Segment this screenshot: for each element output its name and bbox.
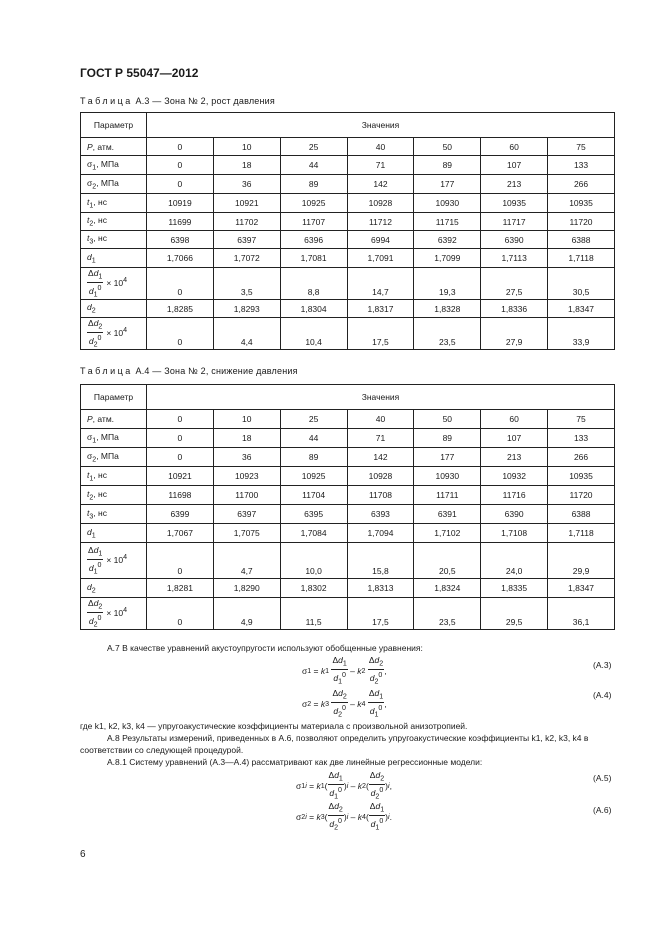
row-label-pressure: P, атм. xyxy=(81,410,147,429)
table-a3-caption-text: A.3 — Зона № 2, рост давления xyxy=(135,96,275,106)
table-cell: 213 xyxy=(481,448,548,467)
table-cell: 11711 xyxy=(414,486,481,505)
table-cell: 24,0 xyxy=(481,543,548,579)
row-label-sigma1: $\sigma_1$, МПа xyxy=(81,156,147,175)
table-cell: 11698 xyxy=(147,486,214,505)
table-row xyxy=(81,429,615,448)
table-a3-caption-word: Таблица xyxy=(80,96,133,106)
table-cell: 89 xyxy=(280,175,347,194)
table-cell: 10928 xyxy=(347,467,414,486)
equation-a3: σ 1 = k 1 $\frac{\Delta d_1}{d_1^0}$ – k 2 $\frac{\Delta d_2}{d_2^0}$ , xyxy=(302,655,387,686)
equation-number-a5: (А.5) xyxy=(593,773,612,783)
table-cell: 1,8281 xyxy=(147,579,214,598)
table-row xyxy=(81,213,615,231)
table-cell: 17,5 xyxy=(347,318,414,350)
table-row xyxy=(81,194,615,213)
table-row xyxy=(81,505,615,524)
table-cell: 11712 xyxy=(347,213,414,231)
table-cell: 14,7 xyxy=(347,268,414,300)
table-row xyxy=(81,300,615,318)
paragraph-a8-1: А.8.1 Систему уравнений (А.3—А.4) рассматривают как две линейные регрессионные модели: xyxy=(107,757,483,767)
table-cell: 29,5 xyxy=(481,598,548,630)
equation-a4: σ 2 = k 3 $\frac{\Delta d_2}{d_2^0}$ – k 4 $\frac{\Delta d_1}{d_1^0}$ , xyxy=(302,688,387,719)
paragraph-a7: А.7 В качестве уравнений акустоупругости используют обобщенные уравнения: xyxy=(107,643,423,653)
paragraph-a8: А.8 Результаты измерений, приведенных в А.6, позволяют определить упругоакустические коэффициенты k1, k2, k3, k4 в соответствии со следующей процедурой. xyxy=(80,733,589,755)
table-cell: 11715 xyxy=(414,213,481,231)
table-cell: 1,7113 xyxy=(481,249,548,268)
table-a3 xyxy=(80,112,615,350)
row-label-t1: $t_1$, нс xyxy=(81,467,147,486)
table-cell: 11,5 xyxy=(280,598,347,630)
table-cell: 0 xyxy=(147,448,214,467)
table-cell: 10921 xyxy=(213,194,280,213)
table-cell: 1,7081 xyxy=(280,249,347,268)
table-cell: 1,8290 xyxy=(213,579,280,598)
table-row xyxy=(81,138,615,156)
table-cell: 1,8285 xyxy=(147,300,214,318)
table-cell: 6397 xyxy=(213,505,280,524)
table-cell: 33,9 xyxy=(548,318,615,350)
row-label-t3: $t_3$, нс xyxy=(81,505,147,524)
equation-number-a6: (А.6) xyxy=(593,805,612,815)
table-cell: 10 xyxy=(213,410,280,429)
table-cell: 6391 xyxy=(414,505,481,524)
table-cell: 40 xyxy=(347,410,414,429)
table-cell: 0 xyxy=(147,156,214,175)
table-cell: 4,4 xyxy=(213,318,280,350)
table-cell: 4,7 xyxy=(213,543,280,579)
table-cell: 10935 xyxy=(481,194,548,213)
table-cell: 1,8304 xyxy=(280,300,347,318)
table-cell: 60 xyxy=(481,138,548,156)
table-cell: 1,8324 xyxy=(414,579,481,598)
table-cell: 50 xyxy=(414,410,481,429)
row-label-delta-d1-ratio: $\frac{\Delta d_1}{d_1^0}$ × $10^4$ xyxy=(81,268,147,300)
table-a4-caption xyxy=(80,366,298,376)
table-cell: 10919 xyxy=(147,194,214,213)
table-cell: 6393 xyxy=(347,505,414,524)
row-label-d2: $d_2$ xyxy=(81,579,147,598)
table-cell: 107 xyxy=(481,156,548,175)
table-row xyxy=(81,268,615,300)
table-row xyxy=(81,543,615,579)
table-cell: 6390 xyxy=(481,505,548,524)
table-cell: 266 xyxy=(548,448,615,467)
table-cell: 40 xyxy=(347,138,414,156)
row-label-sigma2: $\sigma_2$, МПа xyxy=(81,448,147,467)
equation-number-a4: (А.4) xyxy=(593,690,612,700)
table-cell: 1,8317 xyxy=(347,300,414,318)
table-cell: 75 xyxy=(548,410,615,429)
table-cell: 1,8336 xyxy=(481,300,548,318)
table-cell: 10935 xyxy=(548,194,615,213)
table-a4-caption-text: A.4 — Зона № 2, снижение давления xyxy=(135,366,298,376)
table-cell: 18 xyxy=(213,429,280,448)
table-cell: 6388 xyxy=(548,505,615,524)
table-cell: 10,0 xyxy=(280,543,347,579)
row-label-delta-d2-ratio: $\frac{\Delta d_2}{d_2^0}$ × $10^4$ xyxy=(81,318,147,350)
table-cell: 266 xyxy=(548,175,615,194)
document-code: ГОСТ Р 55047—2012 xyxy=(80,66,199,80)
table-cell: 10923 xyxy=(213,467,280,486)
table-row xyxy=(81,467,615,486)
table-row xyxy=(81,156,615,175)
table-cell: 71 xyxy=(347,429,414,448)
table-cell: 1,7102 xyxy=(414,524,481,543)
table-a3-caption xyxy=(80,96,275,106)
table-cell: 75 xyxy=(548,138,615,156)
table-cell: 1,7108 xyxy=(481,524,548,543)
table-cell: 10930 xyxy=(414,194,481,213)
table-cell: 142 xyxy=(347,448,414,467)
table-cell: 0 xyxy=(147,175,214,194)
table-cell: 0 xyxy=(147,598,214,630)
table-cell: 1,8347 xyxy=(548,300,615,318)
row-label-t2: $t_2$, нс xyxy=(81,486,147,505)
table-cell: 6398 xyxy=(147,231,214,249)
row-label-t2: $t_2$, нс xyxy=(81,213,147,231)
row-label-d1: $d_1$ xyxy=(81,249,147,268)
table-a4-caption-word: Таблица xyxy=(80,366,133,376)
table-cell: 60 xyxy=(481,410,548,429)
table-cell: 89 xyxy=(414,429,481,448)
row-label-sigma1: $\sigma_1$, МПа xyxy=(81,429,147,448)
table-row xyxy=(81,579,615,598)
row-label-d1: $d_1$ xyxy=(81,524,147,543)
table-cell: 1,7072 xyxy=(213,249,280,268)
table-cell: 17,5 xyxy=(347,598,414,630)
table-cell: 11699 xyxy=(147,213,214,231)
table-cell: 1,7118 xyxy=(548,249,615,268)
table-cell: 1,7091 xyxy=(347,249,414,268)
table-cell: 11716 xyxy=(481,486,548,505)
table-cell: 10,4 xyxy=(280,318,347,350)
table-cell: 11707 xyxy=(280,213,347,231)
paragraph-coefficients: где k1, k2, k3, k4 — упругоакустические коэффициенты материала с произвольной анизотропией. xyxy=(80,721,468,731)
table-cell: 1,8313 xyxy=(347,579,414,598)
table-cell: 1,8347 xyxy=(548,579,615,598)
table-cell: 89 xyxy=(280,448,347,467)
table-cell: 6388 xyxy=(548,231,615,249)
table-cell: 11704 xyxy=(280,486,347,505)
table-cell: 15,8 xyxy=(347,543,414,579)
table-cell: 50 xyxy=(414,138,481,156)
table-cell: 11717 xyxy=(481,213,548,231)
page-number: 6 xyxy=(80,849,86,860)
table-cell: 8,8 xyxy=(280,268,347,300)
table-cell: 10935 xyxy=(548,467,615,486)
table-cell: 18 xyxy=(213,156,280,175)
table-row xyxy=(81,598,615,630)
table-cell: 44 xyxy=(280,156,347,175)
table-cell: 4,9 xyxy=(213,598,280,630)
table-row xyxy=(81,318,615,350)
table-cell: 1,8328 xyxy=(414,300,481,318)
table-cell: 1,7084 xyxy=(280,524,347,543)
table-cell: 20,5 xyxy=(414,543,481,579)
table-cell: 10925 xyxy=(280,467,347,486)
table-cell: 0 xyxy=(147,138,214,156)
row-label-t1: $t_1$, нс xyxy=(81,194,147,213)
table-a4-header-param: Параметр xyxy=(81,385,147,410)
table-cell: 177 xyxy=(414,448,481,467)
table-cell: 177 xyxy=(414,175,481,194)
table-a4-header-values: Значения xyxy=(147,385,615,410)
table-cell: 0 xyxy=(147,268,214,300)
table-cell: 44 xyxy=(280,429,347,448)
table-cell: 11700 xyxy=(213,486,280,505)
table-cell: 11720 xyxy=(548,486,615,505)
table-cell: 36,1 xyxy=(548,598,615,630)
table-cell: 19,3 xyxy=(414,268,481,300)
table-cell: 6395 xyxy=(280,505,347,524)
table-cell: 11708 xyxy=(347,486,414,505)
equation-a6: σ 2i = k 3 ( $\frac{\Delta d_2}{d_2^0}$ ) i – k 4 ( $\frac{\Delta d_1}{d_1^0}$ ) i . xyxy=(296,801,392,832)
table-cell: 25 xyxy=(280,410,347,429)
table-cell: 6392 xyxy=(414,231,481,249)
table-cell: 71 xyxy=(347,156,414,175)
table-cell: 10 xyxy=(213,138,280,156)
row-label-d2: $d_2$ xyxy=(81,300,147,318)
table-cell: 25 xyxy=(280,138,347,156)
table-cell: 27,5 xyxy=(481,268,548,300)
table-row xyxy=(81,231,615,249)
table-cell: 1,7066 xyxy=(147,249,214,268)
table-cell: 107 xyxy=(481,429,548,448)
table-a3-header-values: Значения xyxy=(147,113,615,138)
table-cell: 36 xyxy=(213,175,280,194)
table-a3-header-param: Параметр xyxy=(81,113,147,138)
table-cell: 0 xyxy=(147,429,214,448)
table-cell: 1,8293 xyxy=(213,300,280,318)
table-cell: 10925 xyxy=(280,194,347,213)
table-row xyxy=(81,175,615,194)
row-label-sigma2: $\sigma_2$, МПа xyxy=(81,175,147,194)
table-cell: 0 xyxy=(147,543,214,579)
row-label-delta-d1-ratio: $\frac{\Delta d_1}{d_1^0}$ × $10^4$ xyxy=(81,543,147,579)
table-cell: 1,7118 xyxy=(548,524,615,543)
table-cell: 142 xyxy=(347,175,414,194)
table-a4 xyxy=(80,384,615,630)
equation-number-a3: (А.3) xyxy=(593,660,612,670)
table-cell: 3,5 xyxy=(213,268,280,300)
table-row xyxy=(81,249,615,268)
table-cell: 1,7094 xyxy=(347,524,414,543)
table-row xyxy=(81,524,615,543)
table-cell: 30,5 xyxy=(548,268,615,300)
table-cell: 1,7099 xyxy=(414,249,481,268)
table-cell: 213 xyxy=(481,175,548,194)
table-cell: 6390 xyxy=(481,231,548,249)
equation-a5: σ 1i = k 1 ( $\frac{\Delta d_1}{d_1^0}$ ) i – k 2 ( $\frac{\Delta d_2}{d_2^0}$ ) i , xyxy=(296,770,392,801)
table-cell: 1,7067 xyxy=(147,524,214,543)
table-cell: 11702 xyxy=(213,213,280,231)
table-cell: 6994 xyxy=(347,231,414,249)
table-cell: 89 xyxy=(414,156,481,175)
table-row xyxy=(81,410,615,429)
table-cell: 10928 xyxy=(347,194,414,213)
table-cell: 23,5 xyxy=(414,318,481,350)
table-cell: 29,9 xyxy=(548,543,615,579)
table-cell: 11720 xyxy=(548,213,615,231)
table-cell: 0 xyxy=(147,410,214,429)
row-label-delta-d2-ratio: $\frac{\Delta d_2}{d_2^0}$ × $10^4$ xyxy=(81,598,147,630)
table-cell: 6397 xyxy=(213,231,280,249)
row-label-t3: $t_3$, нс xyxy=(81,231,147,249)
table-row xyxy=(81,486,615,505)
table-cell: 10932 xyxy=(481,467,548,486)
table-cell: 133 xyxy=(548,156,615,175)
table-cell: 1,8335 xyxy=(481,579,548,598)
table-cell: 6399 xyxy=(147,505,214,524)
table-row xyxy=(81,448,615,467)
table-cell: 10930 xyxy=(414,467,481,486)
table-cell: 10921 xyxy=(147,467,214,486)
table-cell: 23,5 xyxy=(414,598,481,630)
table-cell: 0 xyxy=(147,318,214,350)
table-cell: 133 xyxy=(548,429,615,448)
table-cell: 1,7075 xyxy=(213,524,280,543)
table-cell: 36 xyxy=(213,448,280,467)
table-cell: 1,8302 xyxy=(280,579,347,598)
table-cell: 6396 xyxy=(280,231,347,249)
table-cell: 27,9 xyxy=(481,318,548,350)
row-label-pressure: P, атм. xyxy=(81,138,147,156)
